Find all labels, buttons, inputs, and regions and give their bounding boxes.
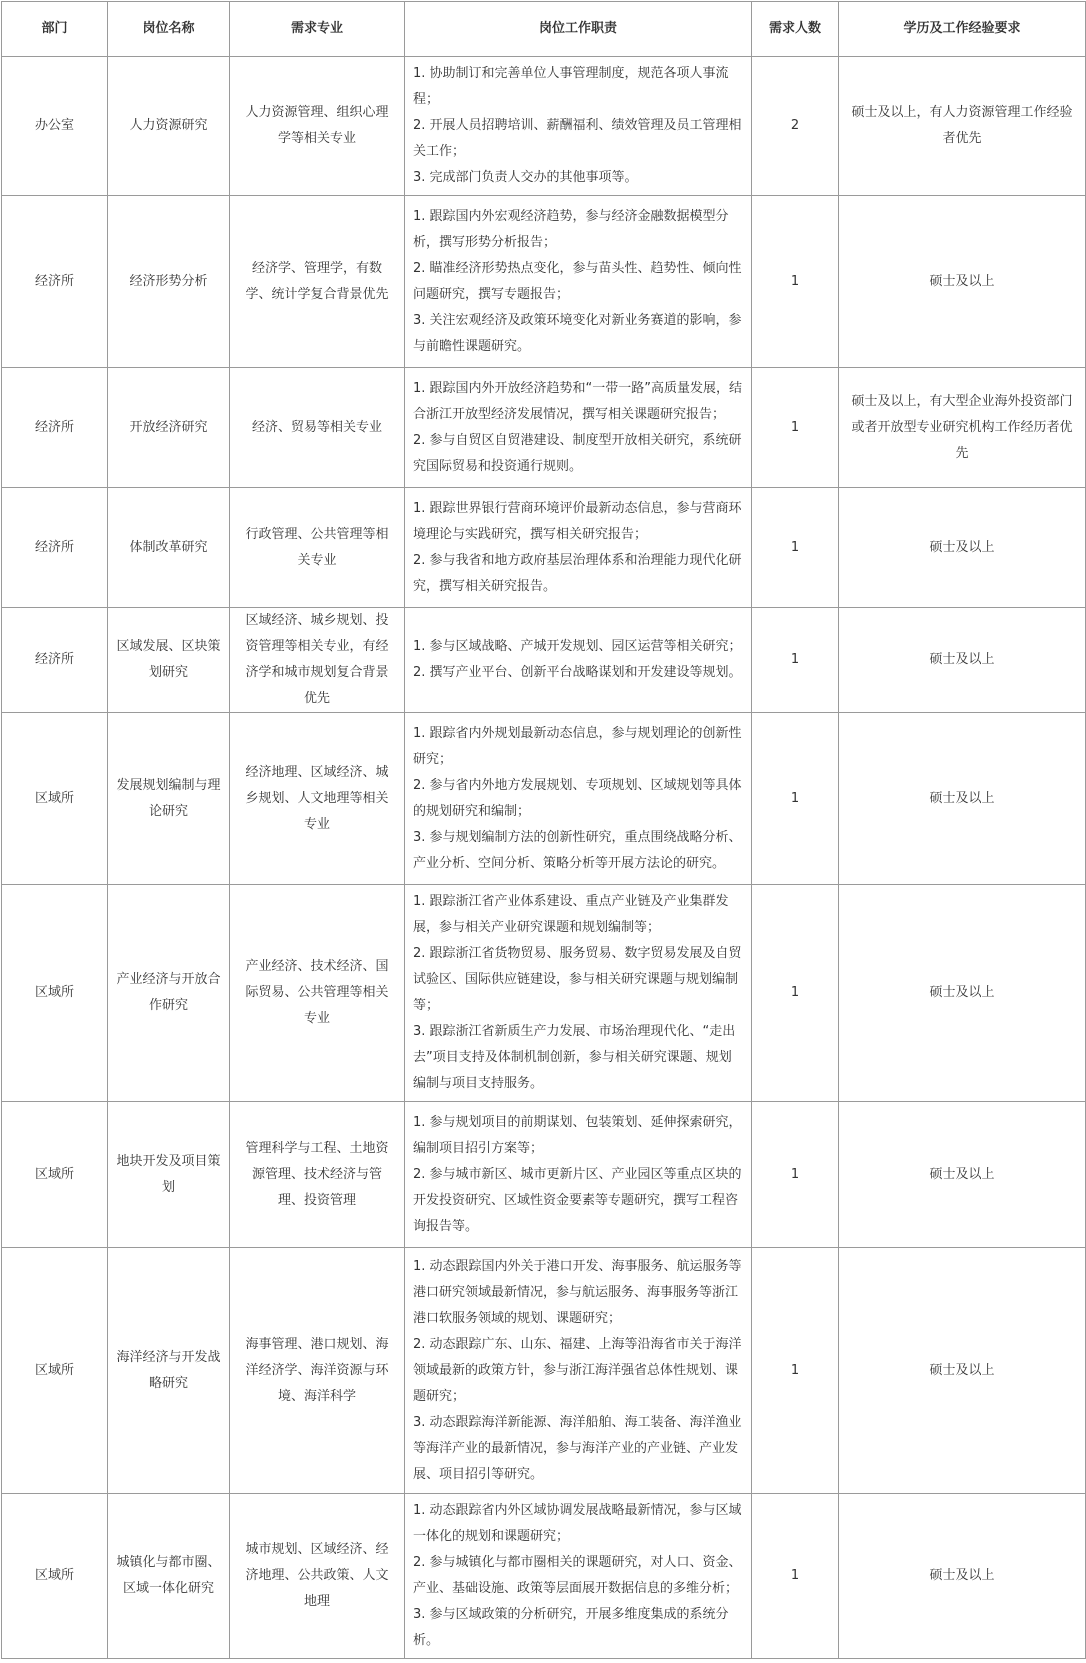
requirement-cell: 硕士及以上 [839, 608, 1086, 713]
duty-item: 2. 开展人员招聘培训、薪酬福利、绩效管理及员工管理相关工作； [413, 118, 742, 159]
major-cell: 经济地理、区域经济、城乡规划、人文地理等相关专业 [230, 713, 405, 885]
dept-cell: 办公室 [2, 57, 108, 196]
table-header [2, 2, 1086, 57]
table-row [2, 608, 1086, 713]
headcount-cell: 1 [752, 1102, 839, 1248]
position-title-cell: 海洋经济与开发战略研究 [108, 1248, 230, 1494]
major-cell: 区域经济、城乡规划、投资管理等相关专业，有经济学和城市规划复合背景优先 [230, 608, 405, 713]
major-cell: 行政管理、公共管理等相关专业 [230, 488, 405, 608]
position-title-cell: 区域发展、区块策划研究 [108, 608, 230, 713]
duty-item: 3. 完成部门负责人交办的其他事项等。 [413, 170, 638, 185]
headcount-cell: 1 [752, 885, 839, 1102]
headcount-cell: 2 [752, 57, 839, 196]
requirement-cell: 硕士及以上 [839, 196, 1086, 368]
headcount-cell: 1 [752, 608, 839, 713]
duty-item: 2. 动态跟踪广东、山东、福建、上海等沿海省市关于海洋领域最新的政策方针，参与浙江海洋强省总体性规划、课题研究； [413, 1336, 742, 1404]
header-title: 岗位名称 [108, 2, 230, 57]
dept-cell: 区域所 [2, 1248, 108, 1494]
position-title-cell: 人力资源研究 [108, 57, 230, 196]
major-cell: 经济学、管理学，有数学、统计学复合背景优先 [230, 196, 405, 368]
headcount-cell: 1 [752, 368, 839, 488]
duties-cell [405, 1102, 752, 1248]
duty-item: 3. 动态跟踪海洋新能源、海洋船舶、海工装备、海洋渔业等海洋产业的最新情况，参与海洋产业的产业链、产业发展、项目招引等研究。 [413, 1414, 742, 1482]
duty-item: 1. 参与规划项目的前期谋划、包装策划、延伸探索研究，编制项目招引方案等； [413, 1114, 742, 1156]
table-row [2, 368, 1086, 488]
duty-item: 2. 瞄准经济形势热点变化，参与苗头性、趋势性、倾向性问题研究，撰写专题报告； [413, 260, 742, 302]
duty-item: 1. 动态跟踪省内外区域协调发展战略最新情况，参与区域一体化的规划和课题研究； [413, 1503, 742, 1544]
headcount-cell: 1 [752, 488, 839, 608]
requirement-cell: 硕士及以上 [839, 713, 1086, 885]
requirement-cell: 硕士及以上 [839, 885, 1086, 1102]
duties-cell [405, 1494, 752, 1659]
requirement-cell: 硕士及以上 [839, 1248, 1086, 1494]
header-major: 需求专业 [230, 2, 405, 57]
recruitment-table [1, 1, 1086, 1659]
duty-item: 1. 参与区域战略、产城开发规划、园区运营等相关研究； [413, 639, 742, 654]
major-cell: 产业经济、技术经济、国际贸易、公共管理等相关专业 [230, 885, 405, 1102]
duty-item: 1. 跟踪世界银行营商环境评价最新动态信息，参与营商环境理论与实践研究，撰写相关研究报告； [413, 500, 742, 542]
duty-item: 2. 参与我省和地方政府基层治理体系和治理能力现代化研究，撰写相关研究报告。 [413, 552, 742, 594]
duty-item: 1. 跟踪国内外宏观经济趋势，参与经济金融数据模型分析，撰写形势分析报告； [413, 208, 729, 250]
duty-item: 2. 参与省内外地方发展规划、专项规划、区域规划等具体的规划研究和编制； [413, 777, 742, 819]
major-cell: 海事管理、港口规划、海洋经济学、海洋资源与环境、海洋科学 [230, 1248, 405, 1494]
major-cell: 城市规划、区域经济、经济地理、公共政策、人文地理 [230, 1494, 405, 1659]
dept-cell: 经济所 [2, 196, 108, 368]
duty-item: 3. 跟踪浙江省新质生产力发展、市场治理现代化、“走出去”项目支持及体制机制创新，参与相关研究课题、规划编制与项目支持服务。 [413, 1024, 736, 1091]
duty-item: 2. 参与自贸区自贸港建设、制度型开放相关研究，系统研究国际贸易和投资通行规则。 [413, 432, 742, 474]
dept-cell: 区域所 [2, 885, 108, 1102]
requirement-cell: 硕士及以上 [839, 488, 1086, 608]
requirement-cell: 硕士及以上 [839, 1494, 1086, 1659]
requirement-cell: 硕士及以上，有大型企业海外投资部门或者开放型专业研究机构工作经历者优先 [839, 368, 1086, 488]
table-row [2, 885, 1086, 1102]
position-title-cell: 发展规划编制与理论研究 [108, 713, 230, 885]
duties-cell [405, 885, 752, 1102]
header-duties: 岗位工作职责 [405, 2, 752, 57]
table-row [2, 196, 1086, 368]
position-title-cell: 经济形势分析 [108, 196, 230, 368]
duties-cell [405, 368, 752, 488]
headcount-cell: 1 [752, 196, 839, 368]
duty-item: 1. 协助制订和完善单位人事管理制度，规范各项人事流程； [413, 66, 729, 107]
duties-cell [405, 608, 752, 713]
duties-cell [405, 196, 752, 368]
duties-cell [405, 57, 752, 196]
position-title-cell: 开放经济研究 [108, 368, 230, 488]
duty-item: 1. 跟踪浙江省产业体系建设、重点产业链及产业集群发展，参与相关产业研究课题和规划编制等； [413, 894, 729, 935]
headcount-cell: 1 [752, 713, 839, 885]
major-cell: 人力资源管理、组织心理学等相关专业 [230, 57, 405, 196]
dept-cell: 区域所 [2, 1102, 108, 1248]
requirement-cell: 硕士及以上，有人力资源管理工作经验者优先 [839, 57, 1086, 196]
duty-item: 2. 跟踪浙江省货物贸易、服务贸易、数字贸易发展及自贸试验区、国际供应链建设，参与相关研究课题与规划编制等； [413, 946, 742, 1013]
dept-cell: 经济所 [2, 488, 108, 608]
duty-item: 3. 关注宏观经济及政策环境变化对新业务赛道的影响，参与前瞻性课题研究。 [413, 312, 742, 354]
duty-item: 1. 跟踪国内外开放经济趋势和“一带一路”高质量发展，结合浙江开放型经济发展情况，撰写相关课题研究报告； [413, 380, 743, 422]
header-dept: 部门 [2, 2, 108, 57]
requirement-cell: 硕士及以上 [839, 1102, 1086, 1248]
major-cell: 管理科学与工程、土地资源管理、技术经济与管理、投资管理 [230, 1102, 405, 1248]
duty-item: 3. 参与区域政策的分析研究，开展多维度集成的系统分析。 [413, 1607, 729, 1648]
major-cell: 经济、贸易等相关专业 [230, 368, 405, 488]
header-count: 需求人数 [752, 2, 839, 57]
table-row [2, 1494, 1086, 1659]
table-row [2, 488, 1086, 608]
duty-item: 2. 撰写产业平台、创新平台战略谋划和开发建设等规划。 [413, 665, 742, 680]
duties-cell [405, 488, 752, 608]
headcount-cell: 1 [752, 1248, 839, 1494]
table-row [2, 713, 1086, 885]
duty-item: 3. 参与规划编制方法的创新性研究，重点围绕战略分析、产业分析、空间分析、策略分析等开展方法论的研究。 [413, 829, 742, 871]
dept-cell: 经济所 [2, 608, 108, 713]
table-body [2, 57, 1086, 1659]
duty-item: 1. 动态跟踪国内外关于港口开发、海事服务、航运服务等港口研究领域最新情况，参与航运服务、海事服务等浙江港口软服务领域的规划、课题研究； [413, 1258, 742, 1326]
dept-cell: 经济所 [2, 368, 108, 488]
duty-item: 2. 参与城镇化与都市圈相关的课题研究，对人口、资金、产业、基础设施、政策等层面展开数据信息的多维分析； [413, 1555, 742, 1596]
table-row [2, 57, 1086, 196]
headcount-cell: 1 [752, 1494, 839, 1659]
table-row [2, 1248, 1086, 1494]
header-requirement: 学历及工作经验要求 [839, 2, 1086, 57]
position-title-cell: 地块开发及项目策划 [108, 1102, 230, 1248]
dept-cell: 区域所 [2, 1494, 108, 1659]
duty-item: 2. 参与城市新区、城市更新片区、产业园区等重点区块的开发投资研究、区域性资金要素等专题研究，撰写工程咨询报告等。 [413, 1166, 742, 1234]
table-row [2, 1102, 1086, 1248]
dept-cell: 区域所 [2, 713, 108, 885]
duties-cell [405, 713, 752, 885]
position-title-cell: 产业经济与开放合作研究 [108, 885, 230, 1102]
duties-cell [405, 1248, 752, 1494]
position-title-cell: 体制改革研究 [108, 488, 230, 608]
position-title-cell: 城镇化与都市圈、区域一体化研究 [108, 1494, 230, 1659]
duty-item: 1. 跟踪省内外规划最新动态信息，参与规划理论的创新性研究； [413, 725, 742, 767]
